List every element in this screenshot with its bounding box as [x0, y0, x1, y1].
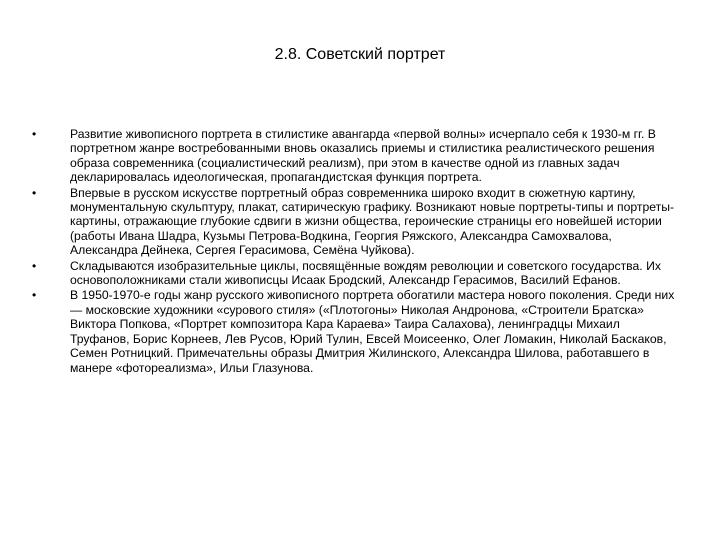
- slide-title: 2.8. Советский портрет: [274, 46, 446, 63]
- bullet-item: [32, 186, 682, 258]
- bullet-list: [32, 127, 682, 376]
- bullet-text: Складываются изобразительные циклы, посвящённые вождям революции и советского государства. Их основоположниками стали живописцы Исаак Бродский, Александр Герасимов, Василий Ефанов.: [70, 258, 661, 288]
- bullet-item: [32, 127, 682, 185]
- bullet-text: В 1950-1970-е годы жанр русского живописного портрета обогатили мастера нового поколения. Среди них — московские художники «сурового стиля» («Плотогоны» Николая Андронова, «Строители Братска» Виктора Попкова, «Портрет композитора Кара Караева» Таира Салахова), ленинградцы Михаил Труфанов, Борис Корнеев, Лев Русов, Юрий Тулин, Евсей Моисеенко, Олег Ломакин, Николай Баскаков, Семен Ротницкий. Примечательны образы Дмитрия Жилинского, Александра Шилова, работавшего в манере «фотореализма», Ильи Глазунова.: [70, 288, 675, 375]
- bullet-dot-icon: •: [32, 185, 37, 200]
- bullet-text: Впервые в русском искусстве портретный образ современника широко входит в сюжетную картину, монументальную скульптуру, плакат, сатирическую графику. Возникают новые портреты-типы и портреты-картины, отражающие глубокие сдвиги в жизни общества, героические страницы его новейшей истории (работы Ивана Шадра, Кузьмы Петрова-Водкина, Георгия Ряжского, Александра Самохвалова, Александра Дейнека, Сергея Герасимова, Семёна Чуйкова).: [70, 185, 675, 258]
- bullet-item: [32, 259, 682, 288]
- bullet-item: [32, 288, 682, 374]
- bullet-dot-icon: •: [32, 127, 37, 141]
- bullet-dot-icon: •: [32, 288, 37, 303]
- bullet-text: Развитие живописного портрета в стилистике авангарда «первой волны» исчерпало себя к 1930-м гг. В портретном жанре востребованными вновь оказались приемы и стилистика реалистического решения образа современника (социалистический реализм), при этом в качестве одной из главных задач декларировалась идеологическая, пропагандистская функция портрета.: [70, 127, 656, 185]
- bullet-dot-icon: •: [32, 258, 37, 273]
